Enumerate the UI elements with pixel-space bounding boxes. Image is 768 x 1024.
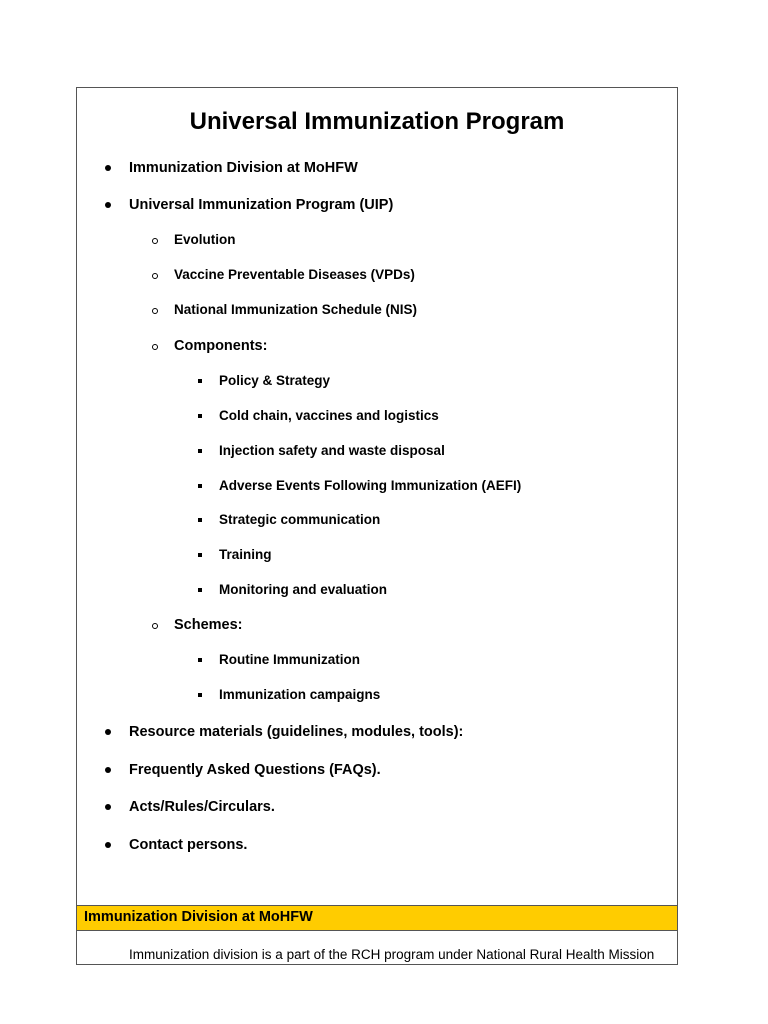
outline-subitem-schemes: Schemes: xyxy=(174,617,243,633)
scheme-item: Routine Immunization xyxy=(219,652,360,667)
outline-subitem-evolution: Evolution xyxy=(174,232,236,247)
component-item: Adverse Events Following Immunization (AEFI) xyxy=(219,478,522,493)
scheme-item: Immunization campaigns xyxy=(219,687,381,702)
outline-item-contact-persons: Contact persons. xyxy=(129,837,248,853)
bullet-square-icon xyxy=(198,484,202,488)
outline-item-resource-materials: Resource materials (guidelines, modules, tools): xyxy=(129,724,464,740)
bullet-circle-icon xyxy=(152,308,158,314)
component-item: Monitoring and evaluation xyxy=(219,582,387,597)
bullet-dot-icon xyxy=(105,165,111,171)
bullet-circle-icon xyxy=(152,623,158,629)
component-item: Policy & Strategy xyxy=(219,373,331,388)
bullet-square-icon xyxy=(198,449,202,453)
document-title: Universal Immunization Program xyxy=(189,108,565,135)
bullet-circle-icon xyxy=(152,344,158,350)
outline-subitem-components: Components: xyxy=(174,338,268,354)
bullet-dot-icon xyxy=(105,729,111,735)
bullet-dot-icon xyxy=(105,842,111,848)
component-item: Training xyxy=(219,547,272,562)
bullet-circle-icon xyxy=(152,238,158,244)
outline-item-faqs: Frequently Asked Questions (FAQs). xyxy=(129,762,381,778)
component-item: Strategic communication xyxy=(219,512,381,527)
bullet-square-icon xyxy=(198,693,202,697)
bullet-dot-icon xyxy=(105,202,111,208)
component-item: Cold chain, vaccines and logistics xyxy=(219,408,439,423)
component-item: Injection safety and waste disposal xyxy=(219,443,445,458)
section-heading: Immunization Division at MoHFW xyxy=(84,909,313,925)
bullet-dot-icon xyxy=(105,767,111,773)
bullet-dot-icon xyxy=(105,804,111,810)
bullet-circle-icon xyxy=(152,273,158,279)
outline-subitem-vpds: Vaccine Preventable Diseases (VPDs) xyxy=(174,267,415,282)
bullet-square-icon xyxy=(198,518,202,522)
bullet-square-icon xyxy=(198,658,202,662)
bullet-square-icon xyxy=(198,379,202,383)
outline-subitem-nis: National Immunization Schedule (NIS) xyxy=(174,302,418,317)
outline-item-acts-rules: Acts/Rules/Circulars. xyxy=(129,799,275,815)
bullet-square-icon xyxy=(198,553,202,557)
outline-item-uip: Universal Immunization Program (UIP) xyxy=(129,197,394,213)
outline-item-immunization-division: Immunization Division at MoHFW xyxy=(129,160,358,176)
bullet-square-icon xyxy=(198,414,202,418)
section-paragraph: Immunization division is a part of the RCH program under National Rural Health Mission xyxy=(129,947,655,962)
bullet-square-icon xyxy=(198,588,202,592)
